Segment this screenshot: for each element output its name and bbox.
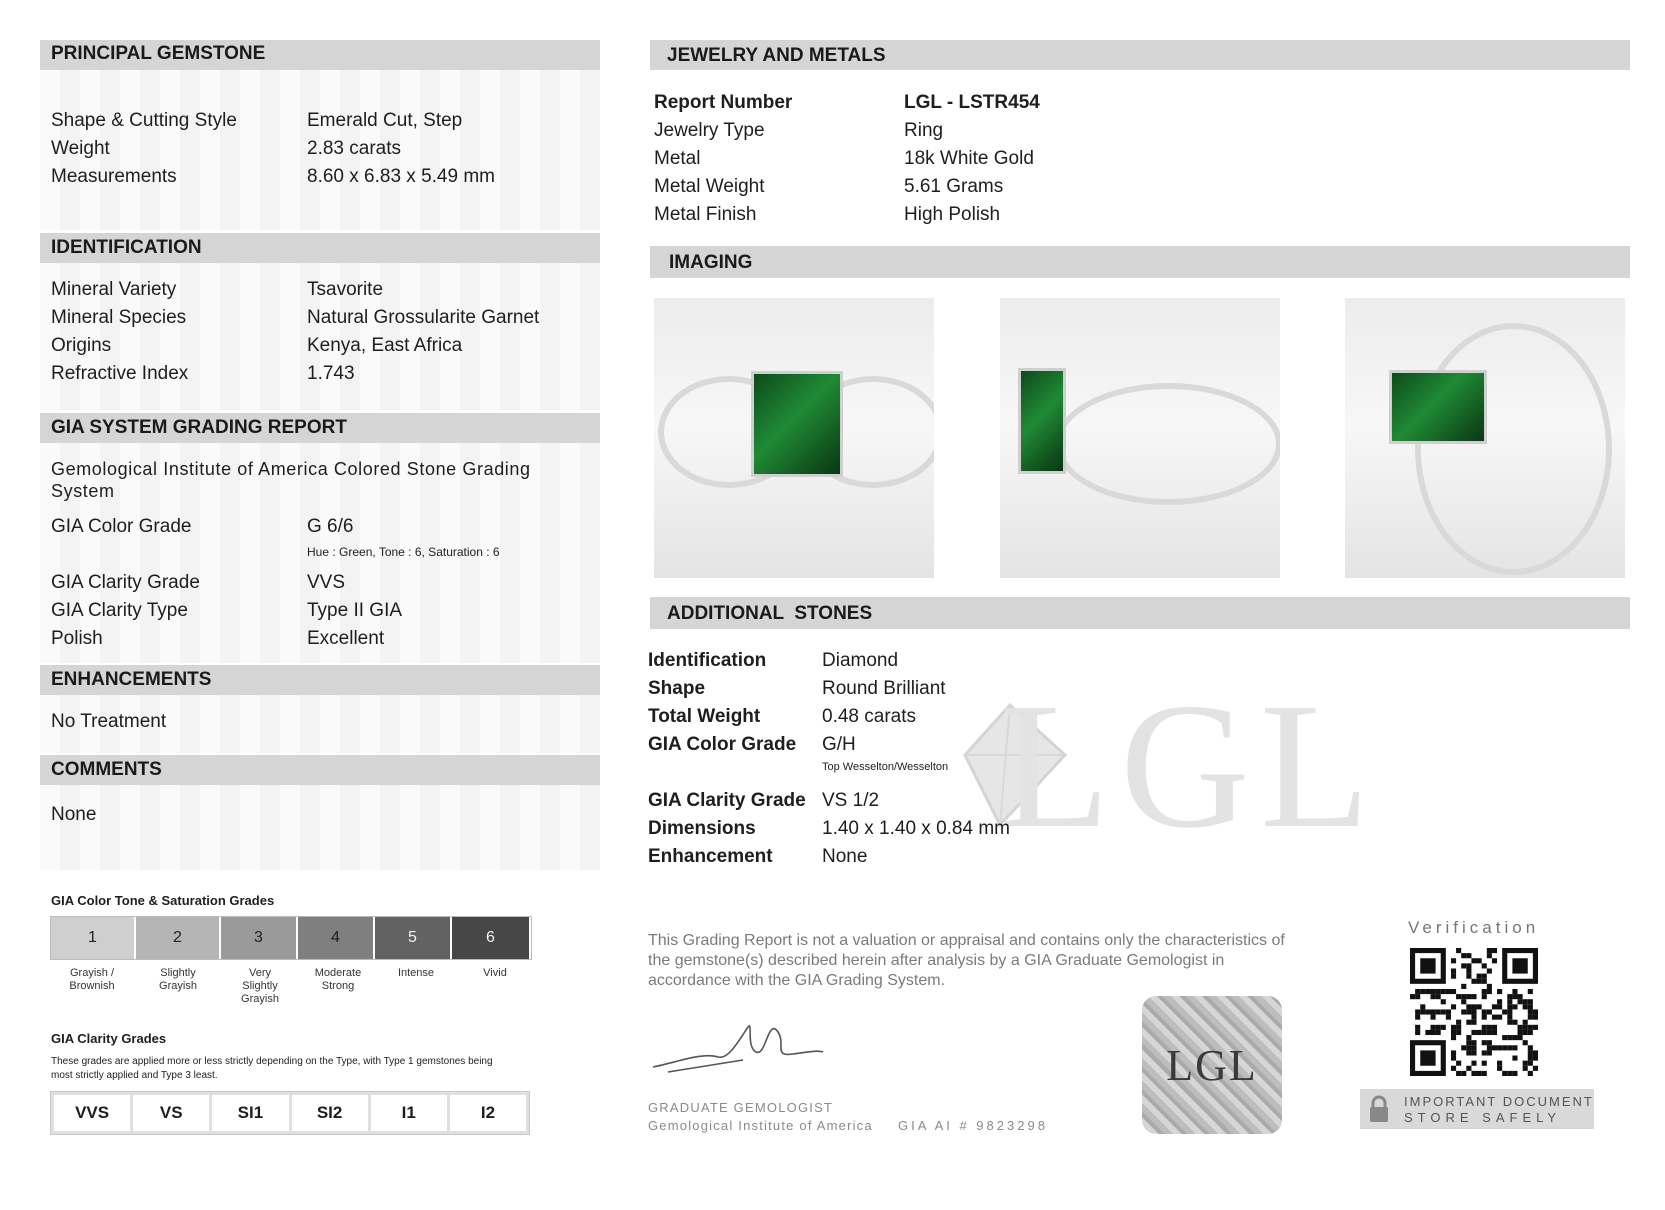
clarity-grade-cell: SI2: [292, 1095, 368, 1131]
additional-title: ADDITIONAL STONES: [667, 603, 873, 624]
gia-report-title: GIA SYSTEM GRADING REPORT: [51, 417, 347, 438]
comments-header: [40, 755, 600, 785]
gia-system-text: Gemological Institute of America Colored Stone Grading System: [51, 459, 531, 501]
clarity-scale-bar: [50, 1091, 530, 1135]
jewelry-label: Metal Finish: [654, 204, 757, 225]
comments-watermark-band: [40, 785, 600, 870]
gemologist-institute: Gemological Institute of America: [648, 1118, 873, 1133]
principal-title: PRINCIPAL GEMSTONE: [51, 43, 266, 64]
additional-color-note: Top Wesselton/Wesselton: [822, 761, 949, 773]
tone-scale-title: GIA Color Tone & Saturation Grades: [51, 893, 275, 908]
additional-value: Round Brilliant: [822, 678, 946, 699]
additional-label: Enhancement: [648, 846, 773, 867]
lock-icon: [1368, 1095, 1390, 1123]
clarity-scale-note: These grades are applied more or less strictly depending on the Type, with Type 1 gemstones being most strictly applied and Type 3 least.: [51, 1056, 493, 1081]
gia-report-label: GIA Color Grade: [51, 516, 192, 537]
additional-label: GIA Clarity Grade: [648, 790, 806, 811]
additional-value: VS 1/2: [822, 790, 880, 811]
principal-label: Weight: [51, 138, 110, 159]
additional-label: Identification: [648, 650, 767, 671]
identification-label: Origins: [51, 335, 112, 356]
lgl-watermark-logo: [960, 666, 1380, 865]
gia-report-value: VVS: [307, 572, 346, 593]
tone-grade-label: Grayish / Brownish: [69, 967, 115, 992]
jewelry-value: High Polish: [904, 204, 1001, 225]
verification-title: Verification: [1408, 918, 1540, 937]
jewelry-label: Report Number: [654, 92, 793, 113]
gia-report-value: G 6/6: [307, 516, 354, 537]
principal-label: Shape & Cutting Style: [51, 110, 237, 131]
qr-code-icon: [1410, 948, 1538, 1076]
additional-header: [650, 597, 1630, 629]
ring-photo-side: [1000, 298, 1280, 578]
additional-value: 0.48 carats: [822, 706, 916, 727]
gia-report-label: Polish: [51, 628, 103, 649]
jewelry-label: Jewelry Type: [654, 120, 765, 141]
identification-label: Mineral Species: [51, 307, 187, 328]
tone-scale-bar: [50, 916, 532, 960]
hologram-logo-text: LGL: [1166, 1040, 1258, 1090]
clarity-grade-cell: SI1: [212, 1095, 288, 1131]
gia-color-note: Hue : Green, Tone : 6, Saturation : 6: [307, 545, 500, 559]
ring-photo-angle: [1345, 298, 1625, 578]
emerald-gem-shape: [751, 371, 843, 477]
gia-number: GIA AI # 9823298: [898, 1118, 1048, 1133]
tone-grade-cell: 4: [298, 917, 375, 959]
comments-value: None: [51, 804, 97, 825]
disclaimer-text: This Grading Report is not a valuation or appraisal and contains only the characteristics of the gemstone(s) described herein after analysis by a GIA Graduate Gemologist in accordance with the GIA Grading System.: [648, 932, 1285, 989]
additional-label: Shape: [648, 678, 706, 699]
tone-grade-cell: 6: [452, 917, 531, 959]
ring-band-shape: [1055, 383, 1280, 505]
additional-label: Dimensions: [648, 818, 756, 839]
jewelry-header: [650, 40, 1630, 70]
identification-label: Mineral Variety: [51, 279, 177, 300]
imaging-title: IMAGING: [669, 252, 753, 273]
tone-grade-cell: 1: [51, 917, 136, 959]
notice-line2: STORE SAFELY: [1404, 1110, 1562, 1125]
imaging-header: [650, 246, 1630, 278]
enhancements-header: [40, 665, 600, 695]
jewelry-value: Ring: [904, 120, 944, 141]
jewelry-value: 5.61 Grams: [904, 176, 1004, 197]
identification-value: 1.743: [307, 363, 355, 384]
clarity-grade-cell: I2: [450, 1095, 526, 1131]
ring-photo-front: [654, 298, 934, 578]
tone-grade-cell: 3: [221, 917, 298, 959]
lgl-watermark-text: LGL: [1000, 666, 1380, 865]
principal-value: 2.83 carats: [307, 138, 401, 159]
tone-grade-label: Moderate Strong: [314, 967, 362, 992]
additional-value: G/H: [822, 734, 856, 755]
clarity-scale-title: GIA Clarity Grades: [51, 1031, 167, 1046]
ring-band-shape: [1415, 323, 1612, 575]
gia-report-value: Type II GIA: [307, 600, 403, 621]
emerald-gem-shape: [1389, 370, 1487, 444]
enhancements-value: No Treatment: [51, 711, 167, 732]
jewelry-label: Metal: [654, 148, 701, 169]
jewelry-value: LGL - LSTR454: [904, 92, 1040, 113]
emerald-gem-shape: [1018, 368, 1066, 474]
clarity-grade-cell: VS: [133, 1095, 209, 1131]
additional-label: GIA Color Grade: [648, 734, 797, 755]
identification-label: Refractive Index: [51, 363, 189, 384]
additional-label: Total Weight: [648, 706, 761, 727]
important-document-notice: [1360, 1089, 1594, 1129]
tone-grade-label: Intense: [397, 967, 435, 979]
tone-grade-label: Vivid: [483, 967, 507, 979]
principal-value: 8.60 x 6.83 x 5.49 mm: [307, 166, 495, 187]
gia-report-label: GIA Clarity Type: [51, 600, 188, 621]
tone-grade-cell: 2: [136, 917, 221, 959]
identification-value: Kenya, East Africa: [307, 335, 463, 356]
comments-title: COMMENTS: [51, 759, 162, 780]
tone-grade-label: Very Slightly Grayish: [241, 967, 279, 1005]
principal-header: [40, 40, 600, 70]
signature-scribble: [648, 1012, 828, 1082]
tone-grade-label: Slightly Grayish: [159, 967, 197, 992]
qr-code: [1410, 948, 1538, 1076]
identification-title: IDENTIFICATION: [51, 237, 202, 258]
jewelry-label: Metal Weight: [654, 176, 765, 197]
clarity-grade-cell: VVS: [54, 1095, 130, 1131]
tone-grade-cell: 5: [375, 917, 452, 959]
gemologist-title: GRADUATE GEMOLOGIST: [648, 1100, 834, 1115]
principal-label: Measurements: [51, 166, 177, 187]
jewelry-title: JEWELRY AND METALS: [667, 45, 886, 66]
gia-report-value: Excellent: [307, 628, 385, 649]
additional-value: None: [822, 846, 868, 867]
identification-header: [40, 233, 600, 263]
identification-value: Tsavorite: [307, 279, 384, 300]
additional-value: 1.40 x 1.40 x 0.84 mm: [822, 818, 1010, 839]
identification-value: Natural Grossularite Garnet: [307, 307, 540, 328]
enhancements-title: ENHANCEMENTS: [51, 669, 212, 690]
gia-report-label: GIA Clarity Grade: [51, 572, 200, 593]
jewelry-value: 18k White Gold: [904, 148, 1034, 169]
gia-report-header: [40, 413, 600, 443]
clarity-grade-cell: I1: [371, 1095, 447, 1131]
notice-line1: IMPORTANT DOCUMENT: [1404, 1094, 1594, 1109]
lgl-hologram-seal: [1142, 996, 1282, 1134]
principal-value: Emerald Cut, Step: [307, 110, 463, 131]
additional-value: Diamond: [822, 650, 899, 671]
